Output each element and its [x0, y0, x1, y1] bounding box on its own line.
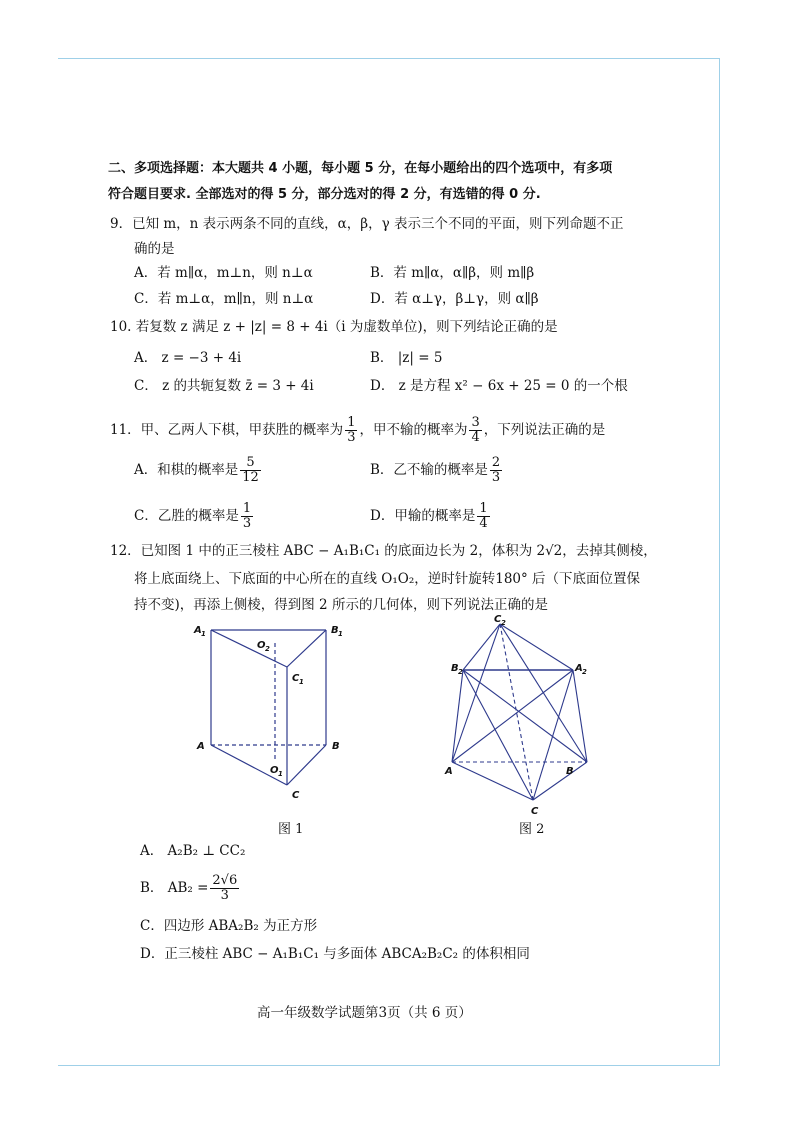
q11-option-d: D．甲输的概率是 $\frac{1}{4}$: [370, 501, 488, 531]
fig2-label-b2: B: [451, 663, 459, 674]
frame-right-line: [719, 58, 720, 1066]
fig1-label-c: C: [292, 790, 300, 801]
figure-2-caption: 图 2: [519, 822, 545, 837]
fig1-label-a1-sub: 1: [201, 630, 206, 638]
q11-stem-mid: ，甲不输的概率为: [359, 422, 468, 438]
q12-stem-line1: 12．已知图 1 中的正三棱柱 ABC − A₁B₁C₁ 的底面边长为 2，体积为 2√2，去掉其侧棱，: [110, 543, 657, 559]
q9-option-a: A．若 m∥α，m⊥n，则 n⊥α: [134, 265, 313, 281]
q11-option-b: B．乙不输的概率是 $\frac{2}{3}$: [370, 455, 501, 485]
fig2-label-a2: A: [575, 663, 583, 674]
fig1-label-c1: C: [292, 673, 300, 684]
q9-stem-line2: 确的是: [134, 241, 175, 257]
q12-stem-line2: 将上底面绕上、下底面的中心所在的直线 O₁O₂，逆时针旋转180° 后（下底面位置保: [134, 571, 641, 587]
fig1-label-a: A: [197, 741, 205, 752]
section-heading-line2: 符合题目要求. 全部选对的得 5 分，部分选对的得 2 分，有选错的得 0 分.: [108, 187, 541, 202]
fig2-label-b: B: [566, 766, 574, 777]
fig1-label-a1: A: [194, 625, 202, 636]
q12-stem-line3: 持不变)，再添上侧棱，得到图 2 所示的几何体，则下列说法正确的是: [134, 597, 548, 613]
q10-option-a: A． z = −3 + 4i: [134, 350, 242, 366]
frame-top-line: [58, 58, 720, 59]
q11-option-c: C．乙胜的概率是 $\frac{1}{3}$: [134, 501, 252, 531]
q10-stem: 10. 若复数 z 满足 z + |z| = 8 + 4i（i 为虚数单位)，则下列结论正确的是: [110, 319, 558, 335]
fig2-label-c2: C: [494, 614, 502, 625]
fig1-label-o2-sub: 2: [265, 645, 270, 653]
fig1-label-c1-sub: 1: [299, 678, 304, 686]
fig2-label-c2-sub: 2: [501, 619, 506, 627]
q12-option-a: A． A₂B₂ ⊥ CC₂: [140, 843, 246, 859]
section-heading-line1: 二、多项选择题：本大题共 4 小题，每小题 5 分，在每小题给出的四个选项中，有多项: [108, 161, 613, 176]
q11-stem-post: ，下列说法正确的是: [483, 422, 606, 438]
q9-stem-line1: 9．已知 m，n 表示两条不同的直线，α，β，γ 表示三个不同的平面，则下列命题不正: [110, 216, 624, 232]
fig1-label-o1: O: [270, 765, 279, 776]
q11-frac-notlose: $\frac{3}{4}$: [471, 415, 480, 445]
figure-2-polyhedron: [440, 610, 600, 820]
q9-option-c: C．若 m⊥α，m∥n，则 n⊥α: [134, 291, 314, 307]
figure-1-prism: [190, 615, 360, 810]
fig1-label-b1-sub: 1: [338, 630, 343, 638]
q12-option-b: B． AB₂ = $\frac{2√6}{3}$: [140, 873, 238, 903]
q11-stem: [110, 410, 605, 450]
q10-option-b: B． |z| = 5: [370, 350, 443, 366]
figure-1-caption: 图 1: [278, 822, 304, 837]
q10-option-c: C． z 的共轭复数 z̄ = 3 + 4i: [134, 378, 314, 394]
q12-option-d: D．正三棱柱 ABC − A₁B₁C₁ 与多面体 ABCA₂B₂C₂ 的体积相同: [140, 946, 530, 962]
fig2-label-b2-sub: 2: [458, 668, 463, 676]
q10-option-d: D． z 是方程 x² − 6x + 25 = 0 的一个根: [370, 378, 628, 394]
fig2-label-a2-sub: 2: [582, 668, 587, 676]
fig1-label-o1-sub: 1: [278, 770, 283, 778]
fig2-label-a: A: [445, 766, 453, 777]
q11-option-a: A．和棋的概率是 $\frac{5}{12}$: [134, 455, 259, 485]
fig2-label-c: C: [531, 806, 539, 817]
fig1-label-b: B: [332, 741, 340, 752]
q11-frac-win: $\frac{1}{3}$: [347, 415, 356, 445]
q9-option-b: B．若 m∥α，α∥β，则 m∥β: [370, 265, 535, 281]
frame-bottom-line: [58, 1065, 720, 1066]
page-footer: 高一年级数学试题第3页（共 6 页）: [257, 1005, 472, 1021]
fig1-label-o2: O: [257, 640, 266, 651]
q9-option-d: D．若 α⊥γ，β⊥γ，则 α∥β: [370, 291, 539, 307]
q11-stem-pre: 11．甲、乙两人下棋，甲获胜的概率为: [110, 422, 344, 438]
fig1-label-b1: B: [331, 625, 339, 636]
q12-option-c: C．四边形 ABA₂B₂ 为正方形: [140, 918, 318, 934]
